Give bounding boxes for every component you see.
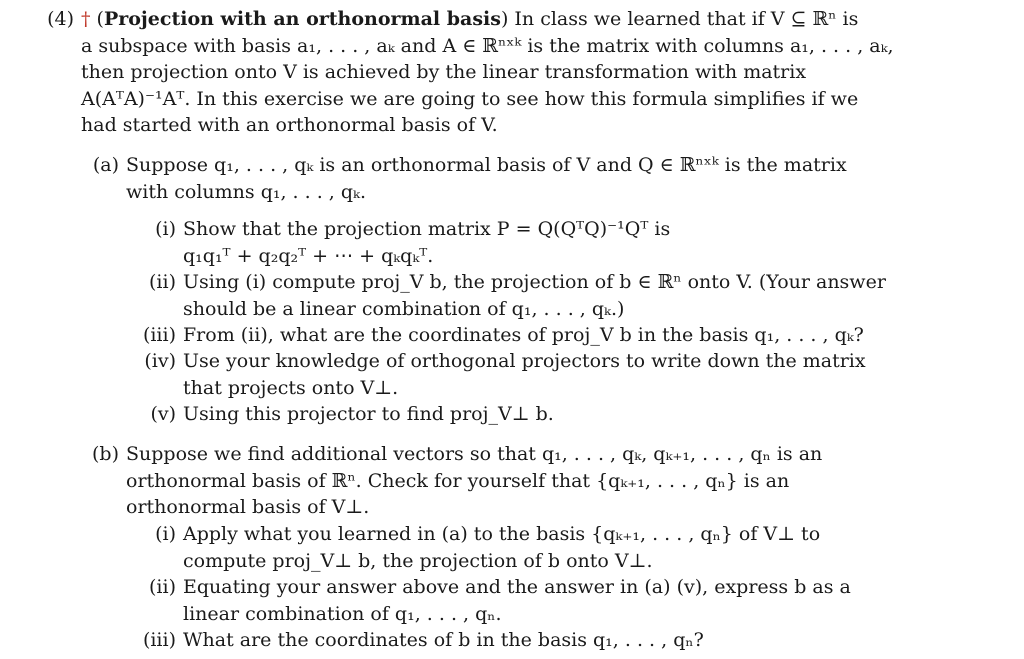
intro-line-4: A(AᵀA)⁻¹Aᵀ. In this exercise we are going to see how this formula simplifies if we <box>81 87 859 110</box>
part-a-item-i: (i) Show that the projection matrix P = Q(QᵀQ)⁻¹Qᵀ is q₁q₁ᵀ + q₂q₂ᵀ + ⋯ + qₖqₖᵀ. <box>0 216 1024 269</box>
part-a-item-iv: (iv) Use your knowledge of orthogonal projectors to write down the matrix that projects onto V⊥. <box>0 348 1024 401</box>
item-label: (iii) <box>142 629 176 651</box>
item-label: (v) <box>150 403 176 425</box>
part-b-item-ii: (ii) Equating your answer above and the answer in (a) (v), express b as a linear combination of q₁, . . . , qₙ. <box>0 574 1024 627</box>
item-label: (iv) <box>144 350 176 372</box>
part-a-label: (a) <box>92 154 119 176</box>
item-label: (ii) <box>149 576 176 598</box>
part-b-item-i: (i) Apply what you learned in (a) to the basis {qₖ₊₁, . . . , qₙ} of V⊥ to compute proj_V⊥ b, the projection of b onto V⊥. <box>0 521 1024 574</box>
intro-line-2: a subspace with basis a₁, . . . , aₖ and A ∈ ℝⁿˣᵏ is the matrix with columns a₁, . . . , aₖ, <box>81 34 894 57</box>
item-label: (iii) <box>142 324 176 346</box>
problem-number: (4) <box>47 8 74 30</box>
intro-line-3: then projection onto V is achieved by the linear transformation with matrix <box>81 61 807 83</box>
item-label: (i) <box>155 523 176 545</box>
problem-title: Projection with an orthonormal basis <box>103 8 501 30</box>
part-b-line-3: orthonormal basis of V⊥. <box>126 496 370 518</box>
item-label: (i) <box>155 218 176 240</box>
intro-line-5: had started with an orthonormal basis of V. <box>81 114 498 136</box>
part-b-line-1: Suppose we find additional vectors so that q₁, . . . , qₖ, qₖ₊₁, . . . , qₙ is an <box>126 443 823 465</box>
part-a-line-1: Suppose q₁, . . . , qₖ is an orthonormal basis of V and Q ∈ ℝⁿˣᵏ is the matrix <box>126 154 847 176</box>
part-b-line-2: orthonormal basis of ℝⁿ. Check for yourself that {qₖ₊₁, . . . , qₙ} is an <box>126 469 790 492</box>
part-a-item-iii: (iii) From (ii), what are the coordinates of proj_V b in the basis q₁, . . . , qₖ? <box>0 322 1024 349</box>
part-a-item-ii: (ii) Using (i) compute proj_V b, the projection of b ∈ ℝⁿ onto V. (Your answer should be a linear combination of q₁, . . . , qₖ.) <box>0 269 1024 322</box>
part-a-line-2: with columns q₁, . . . , qₖ. <box>126 180 366 203</box>
dagger-mark: † <box>81 8 91 30</box>
part-b-item-iii: (iii) What are the coordinates of b in the basis q₁, . . . , qₙ? <box>0 627 1024 654</box>
item-label: (ii) <box>149 271 176 293</box>
problem-4 <box>0 6 1024 139</box>
part-b-label: (b) <box>92 443 119 465</box>
part-a <box>0 152 1024 205</box>
intro-line-1: † (Projection with an orthonormal basis) In class we learned that if V ⊆ ℝⁿ is <box>81 8 859 30</box>
part-a-item-v: (v) Using this projector to find proj_V⊥ b. <box>0 401 1024 428</box>
part-b <box>0 441 1024 521</box>
